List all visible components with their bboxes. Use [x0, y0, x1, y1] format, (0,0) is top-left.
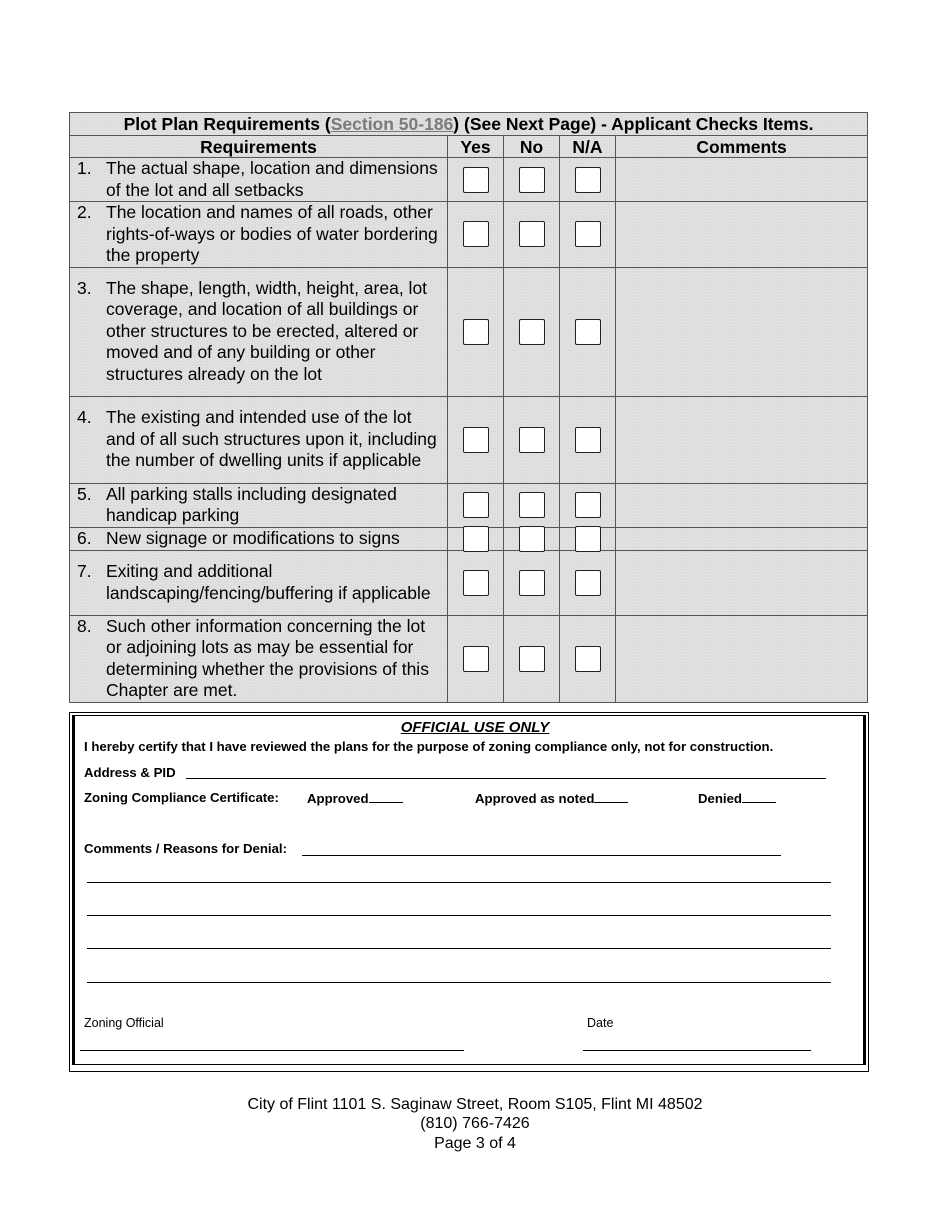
- zoning-official-signature-line[interactable]: [80, 1050, 464, 1051]
- address-pid-field[interactable]: [186, 778, 826, 779]
- table-title: [70, 113, 868, 136]
- approved-as-noted-option[interactable]: [475, 790, 628, 806]
- item-text: Such other information concerning the lot or adjoining lots as may be essential for determining whether the provisions of this Chapter are met.: [106, 615, 429, 700]
- no-checkbox[interactable]: [519, 167, 545, 193]
- comments-line[interactable]: [87, 882, 831, 883]
- comments-line[interactable]: [87, 948, 831, 949]
- yes-checkbox[interactable]: [463, 319, 489, 345]
- item-number: 2.: [77, 202, 92, 222]
- comments-cell[interactable]: [616, 615, 868, 702]
- header-comments: Comments: [616, 136, 868, 158]
- no-checkbox[interactable]: [519, 646, 545, 672]
- zoning-official-label: Zoning Official: [84, 1016, 164, 1030]
- table-row: [70, 202, 868, 268]
- certify-statement: I hereby certify that I have reviewed the plans for the purpose of zoning compliance only, not for construction.: [84, 739, 774, 754]
- table-row: [70, 550, 868, 615]
- official-use-title: OFFICIAL USE ONLY: [400, 719, 550, 736]
- item-text: The location and names of all roads, other rights-of-ways or bodies of water bordering the property: [106, 202, 438, 265]
- table-row: [70, 615, 868, 702]
- comments-line[interactable]: [87, 982, 831, 983]
- item-number: 4.: [77, 407, 92, 428]
- comments-cell[interactable]: [616, 158, 868, 202]
- header-yes: Yes: [448, 136, 504, 158]
- yes-checkbox[interactable]: [463, 492, 489, 518]
- comments-cell[interactable]: [616, 550, 868, 615]
- item-number: 5.: [77, 483, 92, 504]
- comments-field-line[interactable]: [302, 855, 781, 856]
- item-number: 3.: [77, 277, 92, 298]
- item-text: The existing and intended use of the lot and of all such structures upon it, including the number of dwelling units if applicable: [106, 407, 437, 471]
- no-checkbox[interactable]: [519, 526, 545, 552]
- na-checkbox[interactable]: [575, 646, 601, 672]
- address-pid-label: Address & PID: [84, 765, 176, 780]
- no-checkbox[interactable]: [519, 492, 545, 518]
- table-row: [70, 158, 868, 202]
- page-number: Page 3 of 4: [434, 1135, 516, 1152]
- comments-cell[interactable]: [616, 202, 868, 268]
- comments-cell[interactable]: [616, 267, 868, 396]
- no-checkbox[interactable]: [519, 319, 545, 345]
- table-row: [70, 267, 868, 396]
- na-checkbox[interactable]: [575, 427, 601, 453]
- denied-blank[interactable]: [742, 790, 776, 803]
- item-text: Exiting and additional landscaping/fencing/buffering if applicable: [106, 561, 431, 603]
- footer-address: City of Flint 1101 S. Saginaw Street, Room S105, Flint MI 48502: [247, 1096, 703, 1113]
- table-row: [70, 483, 868, 527]
- header-no: No: [504, 136, 560, 158]
- table-row: [70, 527, 868, 550]
- approved-as-noted-label: Approved as noted: [475, 791, 595, 806]
- yes-checkbox[interactable]: [463, 570, 489, 596]
- yes-checkbox[interactable]: [463, 646, 489, 672]
- na-checkbox[interactable]: [575, 492, 601, 518]
- date-line[interactable]: [583, 1050, 811, 1051]
- approved-blank[interactable]: [369, 790, 403, 803]
- comments-cell[interactable]: [616, 396, 868, 483]
- official-use-inner-border: [72, 715, 866, 1065]
- item-text: The actual shape, location and dimensions of the lot and all setbacks: [106, 158, 438, 200]
- denied-label: Denied: [698, 791, 742, 806]
- plot-plan-requirements-table: [69, 112, 868, 703]
- na-checkbox[interactable]: [575, 319, 601, 345]
- zcc-label: Zoning Compliance Certificate:: [84, 790, 279, 805]
- header-requirements: Requirements: [70, 136, 448, 158]
- yes-checkbox[interactable]: [463, 221, 489, 247]
- yes-checkbox[interactable]: [463, 526, 489, 552]
- approved-label: Approved: [307, 791, 369, 806]
- item-number: 7.: [77, 561, 92, 581]
- official-use-box: [69, 712, 869, 1072]
- no-checkbox[interactable]: [519, 221, 545, 247]
- no-checkbox[interactable]: [519, 570, 545, 596]
- approved-as-noted-blank[interactable]: [594, 790, 628, 803]
- item-number: 6.: [77, 527, 92, 548]
- item-number: 8.: [77, 615, 92, 636]
- yes-checkbox[interactable]: [463, 167, 489, 193]
- item-text: The shape, length, width, height, area, lot coverage, and location of all buildings or other structures to be erected, altered or moved and of any building or other structures already on the lot: [106, 277, 428, 384]
- date-label: Date: [587, 1016, 614, 1030]
- item-text: All parking stalls including designated handicap parking: [106, 483, 397, 525]
- na-checkbox[interactable]: [575, 570, 601, 596]
- approved-option[interactable]: [307, 790, 403, 806]
- table-row: [70, 396, 868, 483]
- comments-cell[interactable]: [616, 483, 868, 527]
- header-na: N/A: [560, 136, 616, 158]
- footer-phone: (810) 766-7426: [420, 1115, 530, 1132]
- yes-checkbox[interactable]: [463, 427, 489, 453]
- comments-cell[interactable]: [616, 527, 868, 550]
- section-link[interactable]: Section 50-186: [330, 114, 454, 134]
- comments-line[interactable]: [87, 915, 831, 916]
- title-suffix: ) (See Next Page) - Applicant Checks Items.: [453, 114, 814, 134]
- denied-option[interactable]: [698, 790, 776, 806]
- comments-reasons-label: Comments / Reasons for Denial:: [84, 841, 287, 856]
- title-prefix: Plot Plan Requirements (: [123, 114, 331, 134]
- no-checkbox[interactable]: [519, 427, 545, 453]
- item-number: 1.: [77, 158, 92, 178]
- na-checkbox[interactable]: [575, 221, 601, 247]
- item-text: New signage or modifications to signs: [106, 527, 400, 548]
- na-checkbox[interactable]: [575, 167, 601, 193]
- na-checkbox[interactable]: [575, 526, 601, 552]
